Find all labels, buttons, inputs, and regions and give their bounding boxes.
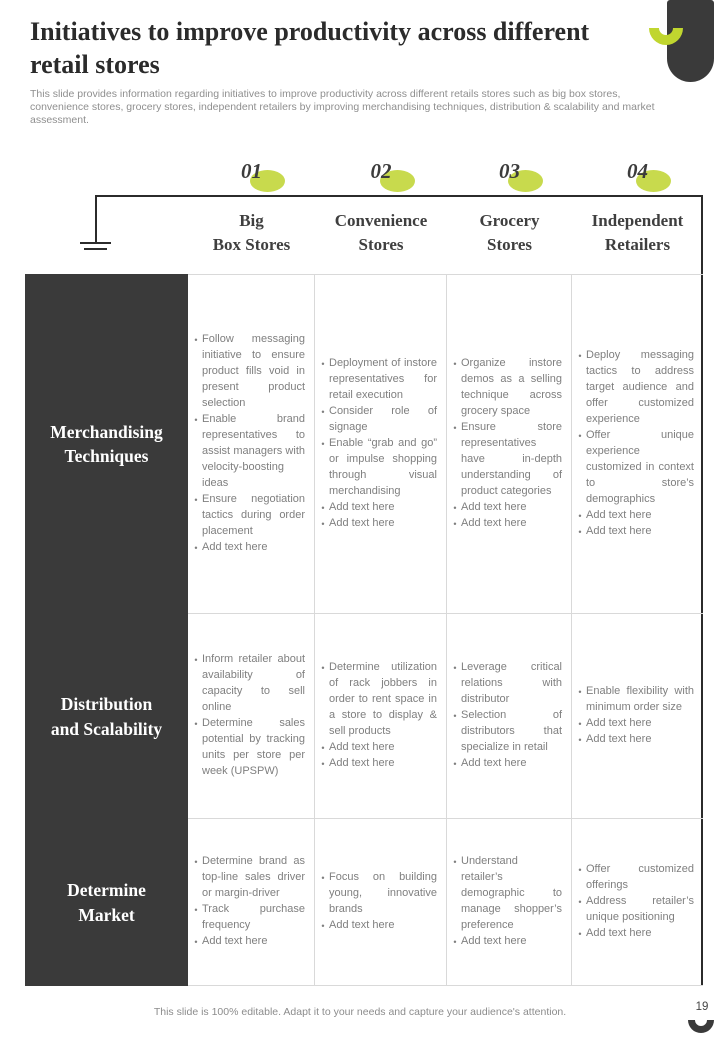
bullet-item: • Add text here xyxy=(572,524,696,540)
bullet-marker: • xyxy=(453,711,457,721)
bullet-marker: • xyxy=(194,655,198,666)
bullet-item: • Inform retailer about availability of capacity to sell online xyxy=(188,652,307,716)
bullet-item: • Deployment of instore representatives for retail execution xyxy=(315,356,439,404)
bullet-item: • Add text here xyxy=(315,740,439,756)
bullet-item: • Enable flexibility with minimum order size xyxy=(572,684,696,716)
table-cell-merchandising-techniques-convenience-stores xyxy=(315,275,447,614)
bullet-item: • Enable brand representatives to assist managers with velocity-boosting ideas xyxy=(188,412,307,492)
bullet-marker: • xyxy=(578,897,582,907)
table-top-border-line xyxy=(95,195,703,197)
bullet-marker: • xyxy=(578,734,582,745)
ground-symbol-line-1 xyxy=(80,242,111,244)
bullet-item: • Ensure negotiation tactics during order placement xyxy=(188,492,307,540)
bullet-marker: • xyxy=(453,359,457,370)
bullet-item: • Add text here xyxy=(188,934,307,950)
bullet-item: • Determine brand as top-line sales driver or margin-driver xyxy=(188,854,307,902)
bullet-marker: • xyxy=(453,423,457,434)
page-number: 19 xyxy=(695,1001,709,1013)
bullet-item: • Add text here xyxy=(315,918,439,934)
step-number-04 xyxy=(572,148,703,194)
bullet-marker: • xyxy=(194,335,198,346)
bullet-item: • Add text here xyxy=(315,756,439,772)
table-cell-merchandising-techniques-independent-retailers xyxy=(572,275,703,614)
bullet-marker: • xyxy=(194,857,198,868)
bullet-marker: • xyxy=(578,718,582,729)
bullet-marker: • xyxy=(578,865,582,876)
bullet-item: • Add text here xyxy=(572,926,696,942)
table-cell-determine-market-independent-retailers xyxy=(572,819,703,985)
footer-note: This slide is 100% editable. Adapt it to your needs and capture your audience's attention. xyxy=(153,1006,567,1018)
row-header-determine-market: Determine Market xyxy=(67,880,146,925)
column-headers-row xyxy=(188,200,703,266)
bullet-marker: • xyxy=(578,351,582,362)
column-header-big-box-stores: Big Box Stores xyxy=(212,211,291,254)
step-number-label: 02 xyxy=(370,158,392,183)
step-number-label: 04 xyxy=(627,158,648,183)
bullet-item: • Add text here xyxy=(447,516,564,532)
bullet-marker: • xyxy=(194,415,198,426)
bullet-item: • Organize instore demos as a selling technique across grocery space xyxy=(447,356,564,420)
bullet-item: • Enable “grab and go” or impulse shopping through visual merchandising xyxy=(315,436,439,500)
bullet-marker: • xyxy=(578,510,582,521)
bullet-item: • Consider role of signage xyxy=(315,404,439,436)
bullet-item: • Offer customized offerings xyxy=(572,862,696,894)
bullet-marker: • xyxy=(321,873,325,884)
bullet-item: • Add text here xyxy=(572,732,696,748)
bullet-item: • Deploy messaging tactics to address target audience and offer customized experience xyxy=(572,348,696,428)
bullet-item: • Ensure store representatives have in-depth understanding of product categories xyxy=(447,420,564,500)
step-numbers-row xyxy=(188,148,703,194)
table-cell-distribution-and-scalability-convenience-stores xyxy=(315,614,447,819)
table-cell-merchandising-techniques-grocery-stores xyxy=(447,275,572,614)
bullet-item: • Offer unique experience customized in context to store’s demographics xyxy=(572,428,696,508)
brand-smile-icon xyxy=(645,24,687,56)
bullet-marker: • xyxy=(194,936,198,947)
bullet-marker: • xyxy=(321,518,325,529)
bullet-item: • Focus on building young, innovative brands xyxy=(315,870,439,918)
bullet-item: • Add text here xyxy=(572,508,696,524)
step-number-02 xyxy=(315,148,447,194)
bullet-marker: • xyxy=(321,758,325,769)
bullet-marker: • xyxy=(578,526,582,537)
row-header-distribution-and-scalability: Distribution and Scalability xyxy=(50,694,163,739)
column-header-convenience-stores: Convenience Stores xyxy=(334,211,428,254)
bullet-marker: • xyxy=(321,502,325,513)
bullet-marker: • xyxy=(453,663,457,674)
bullet-marker: • xyxy=(321,920,325,931)
bullet-marker: • xyxy=(194,904,198,915)
bullet-marker: • xyxy=(321,359,325,370)
bullet-item: • Add text here xyxy=(447,934,564,950)
bullet-marker: • xyxy=(321,407,325,418)
bullet-item: • Track purchase frequency xyxy=(188,902,307,934)
bullet-marker: • xyxy=(194,494,198,505)
bullet-item: • Add text here xyxy=(572,716,696,732)
bullet-item: • Determine sales potential by tracking units per store per week (UPSPW) xyxy=(188,716,307,780)
bullet-item: • Follow messaging initiative to ensure product fills void in present product selection xyxy=(188,332,307,412)
page-title: Initiatives to improve productivity across different retail stores xyxy=(30,17,590,79)
bullet-item: • Add text here xyxy=(447,756,564,772)
bullet-marker: • xyxy=(578,431,582,441)
bullet-marker: • xyxy=(321,663,325,674)
ground-symbol-line-2 xyxy=(84,248,107,250)
bullet-marker: • xyxy=(578,928,582,939)
step-number-label: 03 xyxy=(499,158,520,183)
bullet-item: • Leverage critical relations with distributor xyxy=(447,660,564,708)
bullet-item: • Address retailer’s unique positioning xyxy=(572,894,696,926)
table-cell-distribution-and-scalability-big-box-stores xyxy=(188,614,315,819)
bullet-item: • Understand retailer’s demographic to manage shopper’s preference xyxy=(447,854,564,934)
bullet-marker: • xyxy=(453,758,457,769)
page-number-smile-icon xyxy=(687,1018,717,1035)
bullet-item: • Determine utilization of rack jobbers in order to rent space in a store to display & sell products xyxy=(315,660,439,740)
step-number-01 xyxy=(188,148,315,194)
table-cell-distribution-and-scalability-grocery-stores xyxy=(447,614,572,819)
bullet-marker: • xyxy=(194,542,198,553)
bullet-marker: • xyxy=(321,438,325,449)
column-header-grocery-stores: Grocery Stores xyxy=(479,211,540,254)
step-number-label: 01 xyxy=(241,158,262,183)
row-header-merchandising-techniques: Merchandising Techniques xyxy=(50,421,163,466)
step-number-03 xyxy=(447,148,572,194)
connector-vertical-line xyxy=(95,195,97,244)
row-header-column xyxy=(25,274,188,986)
bullet-item: • Selection of distributors that specialize in retail xyxy=(447,708,564,756)
bullet-item: • Add text here xyxy=(447,500,564,516)
bullet-marker: • xyxy=(453,502,457,513)
bullet-marker: • xyxy=(194,719,198,729)
bullet-item: • Add text here xyxy=(315,516,439,532)
table-cell-merchandising-techniques-big-box-stores xyxy=(188,275,315,614)
bullet-marker: • xyxy=(453,936,457,947)
table-cell-determine-market-convenience-stores xyxy=(315,819,447,985)
bullet-marker: • xyxy=(453,857,457,868)
table-cell-determine-market-grocery-stores xyxy=(447,819,572,985)
bullet-item: • Add text here xyxy=(315,500,439,516)
content-table xyxy=(188,274,703,986)
table-cell-determine-market-big-box-stores xyxy=(188,819,315,985)
column-header-independent-retailers: Independent Retailers xyxy=(591,211,684,254)
bullet-item: • Add text here xyxy=(188,540,307,556)
page-subtitle: This slide provides information regarding initiatives to improve productivity across different retails stores such as big box stores, convenience stores, grocery stores, independent retailers by improving merchandising techniques, distribution & scalability and market assessment. xyxy=(30,88,655,127)
bullet-marker: • xyxy=(453,518,457,529)
table-cell-distribution-and-scalability-independent-retailers xyxy=(572,614,703,819)
bullet-marker: • xyxy=(321,742,325,753)
bullet-marker: • xyxy=(578,687,582,698)
